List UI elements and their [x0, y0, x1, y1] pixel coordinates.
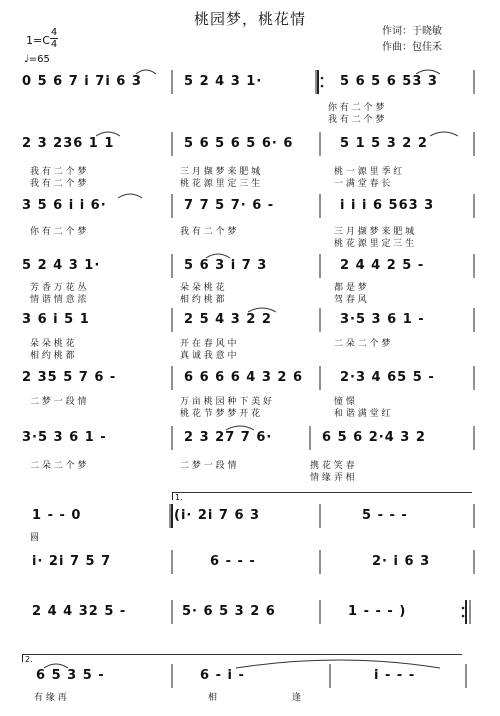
lyric-line: 桃 一 源 里 季 红 — [334, 167, 403, 177]
lyric-line: 芳 香 万 花 丛 — [30, 283, 87, 293]
lyric-line: 都 是 梦 — [334, 283, 367, 293]
measure: 5 6 5 6 53 3 — [340, 74, 438, 89]
lyric-line: 和 谐 满 堂 红 — [334, 409, 391, 419]
measure: 5 2 4 3 1· — [184, 74, 263, 89]
lyric-line: 我 有 二 个 梦 — [328, 115, 385, 125]
measure: 0 5 6 7 i 7i 6 3 — [22, 74, 142, 89]
lyric-line: 携 花 笑 春 — [310, 461, 355, 471]
measure: 3·5 3 6 1 - — [340, 312, 425, 327]
measure: 5 6 5 6 5 6· 6 — [184, 136, 294, 151]
measure: 1 - - - ) — [348, 604, 407, 619]
measure: 2 3 236 1 1 — [22, 136, 115, 151]
lyric-line: 二 朵 二 个 梦 — [30, 461, 87, 471]
measure: 3 6 i 5 1 — [22, 312, 90, 327]
measure: 5 1 5 3 2 2 — [340, 136, 428, 151]
lyric-line: 朵 朵 桃 花 — [180, 283, 225, 293]
lyric-line: 桃 花 源 里 定 三 生 — [334, 239, 415, 249]
lyric-line: 三 月 撷 梦 来 肥 城 — [334, 227, 415, 237]
measure: 5 2 4 3 1· — [22, 258, 101, 273]
lyric-line: 有 缘 再 — [34, 693, 67, 703]
lyric-line: 你 有 二 个 梦 — [328, 103, 385, 113]
song-title: 桃园梦，桃花情 — [193, 10, 306, 28]
lyric-line: 一 满 堂 春 长 — [334, 179, 391, 189]
lyric-line: 开 在 春 风 中 — [180, 339, 237, 349]
lyric-line: 桃 花 源 里 定 三 生 — [180, 179, 261, 189]
ties-slurs — [44, 70, 458, 668]
measure: i i i 6 563 3 — [340, 198, 435, 213]
measure: 3 5 6 i i 6· — [22, 198, 107, 213]
lyric-line: 圆 — [30, 533, 40, 543]
measure: 5 - - - — [362, 508, 408, 523]
measure: 2 5 4 3 2 2 — [184, 312, 272, 327]
lyric-line: 二 梦 一 段 情 — [180, 461, 237, 471]
lyric-line: 我 有 二 个 梦 — [30, 179, 87, 189]
lyric-line: 三 月 撷 梦 来 肥 城 — [180, 167, 261, 177]
barlines — [170, 70, 474, 688]
measure: 2· i 6 3 — [372, 554, 431, 569]
lyric-line: 逢 — [292, 693, 302, 703]
measure: 6 - i - — [200, 668, 245, 683]
lyric-line: 我 有 二 个 梦 — [180, 227, 237, 237]
measure: 2 35 5 7 6 - — [22, 370, 117, 385]
measure: 2 3 27 7 6· — [184, 430, 273, 445]
lyric-line: 相 约 桃 都 — [30, 351, 75, 361]
measure: i - - - — [374, 668, 416, 683]
measure: 6 - - - — [210, 554, 256, 569]
lyric-line: 二 朵 二 个 梦 — [334, 339, 391, 349]
time-sig-numerator: 4 — [50, 27, 58, 38]
lyric-line: 情 谐 情 意 浓 — [30, 295, 87, 305]
measure: 5· 6 5 3 2 6 — [182, 604, 276, 619]
lyric-line: 相 约 桃 都 — [180, 295, 225, 305]
time-sig-denominator: 4 — [50, 39, 58, 50]
lyric-line: 我 有 二 个 梦 — [30, 167, 87, 177]
composer-credit: 作曲：包佳禾 — [382, 42, 442, 53]
measure: 3·5 3 6 1 - — [22, 430, 107, 445]
lyric-line: 万 亩 桃 园 种 下 美 好 — [180, 397, 273, 407]
key-signature: 1=C — [26, 34, 50, 47]
measure: 6 5 3 5 - — [36, 668, 105, 683]
lyric-line: 二 梦 一 段 情 — [30, 397, 87, 407]
volta-number: 1. — [175, 493, 183, 502]
lyric-line: 朵 朵 桃 花 — [30, 339, 75, 349]
lyric-line: 憧 憬 — [334, 397, 355, 407]
volta-number: 2. — [25, 655, 33, 664]
lyric-line: 你 有 二 个 梦 — [30, 227, 87, 237]
measure: 2 4 4 32 5 - — [32, 604, 127, 619]
measure: 6 6 6 6 4 3 2 6 — [184, 370, 304, 385]
measure: i· 2i 7 5 7 — [32, 554, 112, 569]
measure: 6 5 6 2·4 3 2 — [322, 430, 426, 445]
measure: (i· 2i 7 6 3 — [174, 508, 261, 523]
repeat-dots — [321, 77, 465, 618]
measure: 7 7 5 7· 6 - — [184, 198, 275, 213]
lyric-line: 相 — [208, 693, 218, 703]
lyric-line: 驾 春 风 — [334, 295, 367, 305]
measure: 2·3 4 65 5 - — [340, 370, 435, 385]
measure: 5 6 3 i 7 3 — [184, 258, 268, 273]
measure: 2 4 4 2 5 - — [340, 258, 425, 273]
lyric-line: 真 诚 我 意 中 — [180, 351, 237, 361]
lyric-line: 桃 花 节 梦 梦 开 花 — [180, 409, 261, 419]
measure: 1 - - 0 — [32, 508, 82, 523]
lyricist-credit: 作词：于晓敏 — [382, 26, 442, 37]
tempo-marking: ♩=65 — [24, 54, 50, 65]
lyric-line: 情 缘 弄 相 — [310, 473, 355, 483]
